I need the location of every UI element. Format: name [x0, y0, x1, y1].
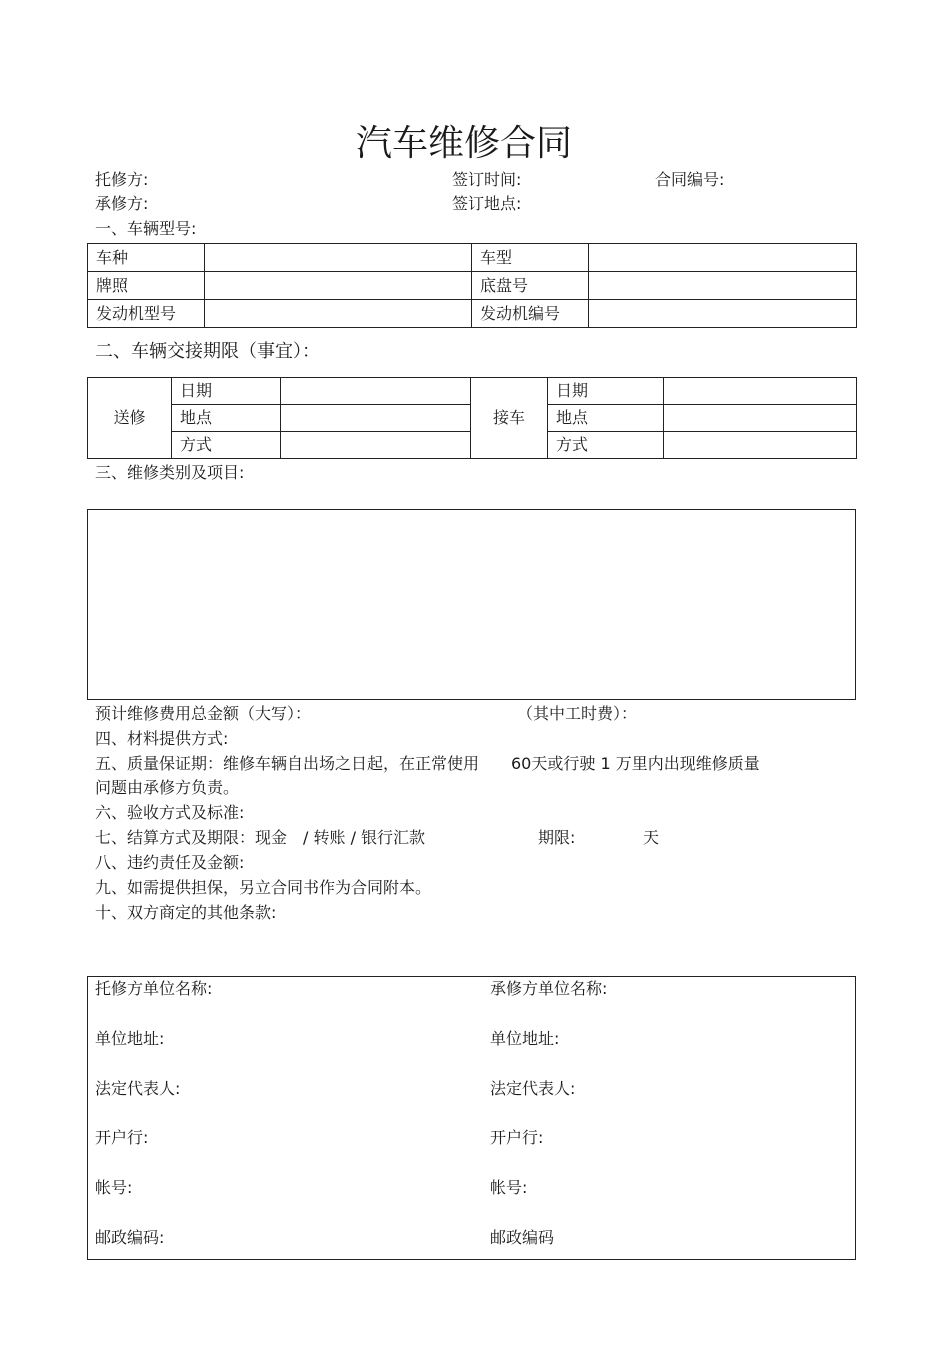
engine-number-label: 发动机编号 — [472, 300, 589, 328]
contractor-label: 承修方: — [95, 194, 149, 213]
table-row — [88, 378, 857, 405]
section2-heading: 二、车辆交接期限（事宜）： — [95, 341, 320, 362]
contractor-bank-label: 开户行: — [490, 1128, 544, 1147]
pickup-date-label: 日期 — [548, 378, 664, 405]
contractor-postcode-label: 邮政编码 — [490, 1228, 555, 1247]
section1-heading: 一、车辆型号: — [95, 219, 197, 238]
section4-text: 四、材料提供方式: — [95, 729, 229, 748]
plate-label: 牌照 — [88, 272, 205, 300]
section7-text: 七、结算方式及期限：现金 / 转账 / 银行汇款 — [95, 828, 426, 847]
contract-number-label: 合同编号: — [655, 170, 725, 189]
send-place-label: 地点 — [172, 405, 281, 432]
section7-term-label: 期限: — [538, 828, 576, 847]
engine-model-value[interactable] — [205, 300, 472, 328]
client-label: 托修方: — [95, 170, 149, 189]
vehicle-model-value[interactable] — [589, 244, 857, 272]
labor-fee-label: （其中工时费）： — [517, 704, 638, 723]
handover-table — [87, 377, 857, 459]
vehicle-model-label: 车型 — [472, 244, 589, 272]
repair-items-box[interactable] — [87, 509, 856, 700]
engine-number-value[interactable] — [589, 300, 857, 328]
client-bank-label: 开户行: — [95, 1128, 149, 1147]
send-repair-label: 送修 — [88, 378, 172, 459]
pickup-place-value[interactable] — [664, 405, 857, 432]
send-method-value[interactable] — [281, 432, 471, 459]
sign-time-label: 签订时间: — [452, 170, 522, 189]
signature-box — [87, 976, 856, 1260]
vehicle-model-table — [87, 243, 857, 328]
send-date-value[interactable] — [281, 378, 471, 405]
client-postcode-label: 邮政编码: — [95, 1228, 165, 1247]
table-row — [88, 272, 857, 300]
section5-line2: 问题由承修方负责。 — [95, 778, 240, 797]
send-date-label: 日期 — [172, 378, 281, 405]
pickup-method-label: 方式 — [548, 432, 664, 459]
contractor-unit-name-label: 承修方单位名称: — [490, 979, 608, 998]
sign-place-label: 签订地点: — [452, 194, 522, 213]
section3-heading: 三、维修类别及项目: — [95, 463, 245, 482]
section8-text: 八、违约责任及金额: — [95, 853, 245, 872]
chassis-value[interactable] — [589, 272, 857, 300]
contract-title: 汽车维修合同 — [355, 123, 572, 164]
section6-text: 六、验收方式及标准: — [95, 803, 245, 822]
section5-line1: 五、质量保证期：维修车辆自出场之日起，在正常使用 60天或行驶 1 万里内出现维修质量 — [95, 754, 760, 773]
vehicle-type-label: 车种 — [88, 244, 205, 272]
contractor-address-label: 单位地址: — [490, 1029, 560, 1048]
section10-text: 十、双方商定的其他条款: — [95, 903, 277, 922]
contractor-account-label: 帐号: — [490, 1178, 528, 1197]
plate-value[interactable] — [205, 272, 472, 300]
client-account-label: 帐号: — [95, 1178, 133, 1197]
send-place-value[interactable] — [281, 405, 471, 432]
table-row — [88, 300, 857, 328]
chassis-label: 底盘号 — [472, 272, 589, 300]
section9-text: 九、如需提供担保，另立合同书作为合同附本。 — [95, 878, 432, 897]
section7-days-label: 天 — [643, 828, 660, 847]
pickup-date-value[interactable] — [664, 378, 857, 405]
engine-model-label: 发动机型号 — [88, 300, 205, 328]
table-row — [88, 244, 857, 272]
client-address-label: 单位地址: — [95, 1029, 165, 1048]
vehicle-type-value[interactable] — [205, 244, 472, 272]
send-method-label: 方式 — [172, 432, 281, 459]
pickup-label: 接车 — [471, 378, 548, 459]
client-unit-name-label: 托修方单位名称: — [95, 979, 213, 998]
estimate-label: 预计维修费用总金额（大写）： — [95, 704, 312, 723]
pickup-method-value[interactable] — [664, 432, 857, 459]
contractor-representative-label: 法定代表人: — [490, 1079, 576, 1098]
client-representative-label: 法定代表人: — [95, 1079, 181, 1098]
pickup-place-label: 地点 — [548, 405, 664, 432]
